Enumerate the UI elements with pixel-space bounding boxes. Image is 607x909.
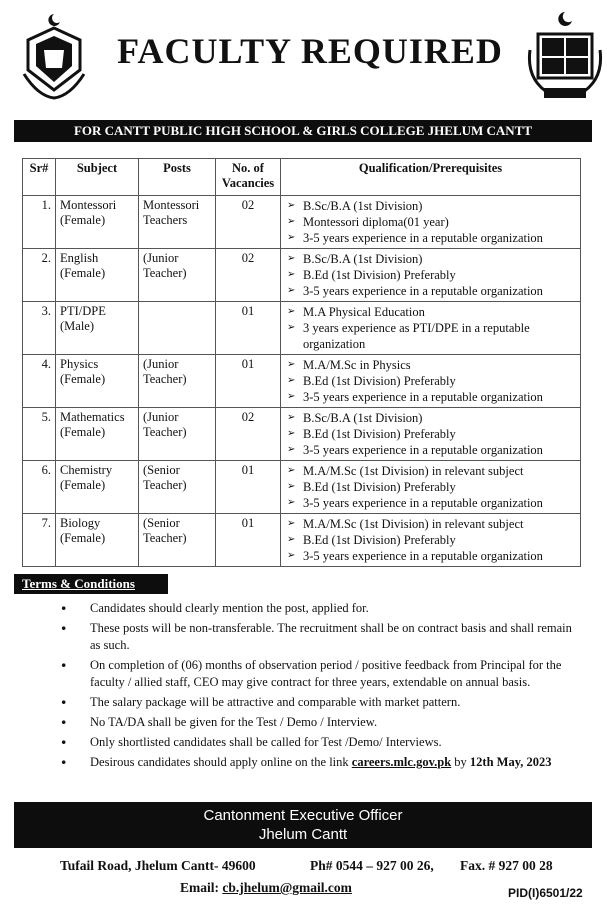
term-item: • Candidates should clearly mention the post, applied for. xyxy=(60,600,580,617)
qualification-list xyxy=(285,304,576,352)
cell-vacancies: 02 xyxy=(216,408,281,461)
terms-list xyxy=(60,600,580,774)
cell-post: Montessori Teachers xyxy=(139,196,216,249)
cell-vacancies: 02 xyxy=(216,196,281,249)
cell-vacancies: 01 xyxy=(216,355,281,408)
qualification-item: ➢ B.Sc/B.A (1st Division) xyxy=(285,198,576,214)
careers-link[interactable]: careers.mlc.gov.pk xyxy=(351,755,452,769)
term-item: • These posts will be non-transferable. The recruitment shall be on contract basis and shall remain as such. xyxy=(60,620,580,654)
pakistan-army-emblem-icon xyxy=(526,10,604,102)
qualification-item: ➢ Montessori diploma(01 year) xyxy=(285,214,576,230)
qualification-item: ➢ B.Sc/B.A (1st Division) xyxy=(285,251,576,267)
apply-by-text: by xyxy=(454,755,467,769)
cell-qualifications xyxy=(281,514,581,567)
apply-text: Desirous candidates should apply online on the link xyxy=(90,755,349,769)
table-row xyxy=(23,514,581,567)
qualification-item: ➢ 3-5 years experience in a reputable organization xyxy=(285,389,576,405)
cell-post: (Senior Teacher) xyxy=(139,514,216,567)
officer-block xyxy=(14,802,592,848)
qualification-item: ➢ 3-5 years experience in a reputable organization xyxy=(285,442,576,458)
vacancy-table-body xyxy=(23,196,581,567)
cell-sr: 1. xyxy=(23,196,56,249)
cell-subject: Biology (Female) xyxy=(56,514,139,567)
cell-subject: English (Female) xyxy=(56,249,139,302)
table-row xyxy=(23,461,581,514)
officer-title: Cantonment Executive Officer xyxy=(203,807,403,824)
page-title: FACULTY REQUIRED xyxy=(117,31,503,71)
cell-post xyxy=(139,302,216,355)
term-item-apply xyxy=(60,754,580,771)
qualification-item: ➢ M.A Physical Education xyxy=(285,304,576,320)
cell-vacancies: 01 xyxy=(216,302,281,355)
cantonment-board-emblem-icon xyxy=(18,10,90,102)
cell-sr: 5. xyxy=(23,408,56,461)
qualification-item: ➢ M.A/M.Sc (1st Division) in relevant subject xyxy=(285,463,576,479)
table-row xyxy=(23,249,581,302)
table-row xyxy=(23,196,581,249)
cell-qualifications xyxy=(281,302,581,355)
officer-city: Jhelum Cantt xyxy=(258,826,348,843)
cell-sr: 4. xyxy=(23,355,56,408)
col-header-sr: Sr# xyxy=(23,159,56,196)
qualification-list xyxy=(285,357,576,405)
cell-qualifications xyxy=(281,196,581,249)
qualification-item: ➢ B.Ed (1st Division) Preferably xyxy=(285,426,576,442)
col-header-subject: Subject xyxy=(56,159,139,196)
qualification-item: ➢ 3-5 years experience in a reputable organization xyxy=(285,230,576,246)
qualification-list xyxy=(285,251,576,299)
cell-post: (Senior Teacher) xyxy=(139,461,216,514)
phone-number: Ph# 0544 – 927 00 26, xyxy=(310,858,434,873)
qualification-item: ➢ B.Ed (1st Division) Preferably xyxy=(285,373,576,389)
qualification-item: ➢ B.Ed (1st Division) Preferably xyxy=(285,267,576,283)
qualification-item: ➢ 3-5 years experience in a reputable organization xyxy=(285,548,576,564)
qualification-list xyxy=(285,463,576,511)
table-row xyxy=(23,302,581,355)
cell-qualifications xyxy=(281,461,581,514)
cell-qualifications xyxy=(281,249,581,302)
cell-subject: Physics (Female) xyxy=(56,355,139,408)
qualification-item: ➢ M.A/M.Sc in Physics xyxy=(285,357,576,373)
qualification-list xyxy=(285,198,576,246)
table-row xyxy=(23,408,581,461)
cell-subject: PTI/DPE (Male) xyxy=(56,302,139,355)
term-item: • On completion of (06) months of observation period / positive feedback from Principal for the faculty / allied staff, CEO may give contract for three years, extendable on annual basis. xyxy=(60,657,580,691)
cell-qualifications xyxy=(281,355,581,408)
email-address[interactable]: cb.jhelum@gmail.com xyxy=(222,880,352,895)
cell-sr: 3. xyxy=(23,302,56,355)
terms-heading: Terms & Conditions xyxy=(14,574,168,594)
cell-post: (Junior Teacher) xyxy=(139,355,216,408)
cell-post: (Junior Teacher) xyxy=(139,408,216,461)
qualification-item: ➢ 3-5 years experience in a reputable organization xyxy=(285,283,576,299)
pid-reference: PID(I)6501/22 xyxy=(508,886,583,900)
cell-qualifications xyxy=(281,408,581,461)
col-header-vacancies: No. of Vacancies xyxy=(216,159,281,196)
table-row xyxy=(23,355,581,408)
cell-post: (Junior Teacher) xyxy=(139,249,216,302)
fax-number: Fax. # 927 00 28 xyxy=(460,858,553,873)
cell-vacancies: 02 xyxy=(216,249,281,302)
qualification-item: ➢ B.Ed (1st Division) Preferably xyxy=(285,479,576,495)
cell-sr: 7. xyxy=(23,514,56,567)
qualification-item: ➢ M.A/M.Sc (1st Division) in relevant subject xyxy=(285,516,576,532)
email-line xyxy=(180,880,352,896)
cell-sr: 2. xyxy=(23,249,56,302)
qualification-item: ➢ 3 years experience as PTI/DPE in a reputable organization xyxy=(285,320,576,352)
term-item: • The salary package will be attractive and comparable with market pattern. xyxy=(60,694,580,711)
qualification-list xyxy=(285,516,576,564)
term-item: • Only shortlisted candidates shall be called for Test /Demo/ Interviews. xyxy=(60,734,580,751)
qualification-list xyxy=(285,410,576,458)
vacancy-table xyxy=(22,158,581,567)
qualification-item: ➢ B.Sc/B.A (1st Division) xyxy=(285,410,576,426)
cell-sr: 6. xyxy=(23,461,56,514)
postal-address: Tufail Road, Jhelum Cantt- 49600 xyxy=(60,858,256,873)
qualification-item: ➢ B.Ed (1st Division) Preferably xyxy=(285,532,576,548)
apply-deadline: 12th May, 2023 xyxy=(469,755,552,769)
email-label: Email: xyxy=(180,880,219,895)
col-header-qualification: Qualification/Prerequisites xyxy=(281,159,581,196)
cell-subject: Mathematics (Female) xyxy=(56,408,139,461)
qualification-item: ➢ 3-5 years experience in a reputable organization xyxy=(285,495,576,511)
cell-subject: Montessori (Female) xyxy=(56,196,139,249)
col-header-posts: Posts xyxy=(139,159,216,196)
term-item: • No TA/DA shall be given for the Test / Demo / Interview. xyxy=(60,714,580,731)
cell-subject: Chemistry (Female) xyxy=(56,461,139,514)
cell-vacancies: 01 xyxy=(216,461,281,514)
cell-vacancies: 01 xyxy=(216,514,281,567)
school-banner: FOR CANTT PUBLIC HIGH SCHOOL & GIRLS COLLEGE JHELUM CANTT xyxy=(14,120,592,142)
